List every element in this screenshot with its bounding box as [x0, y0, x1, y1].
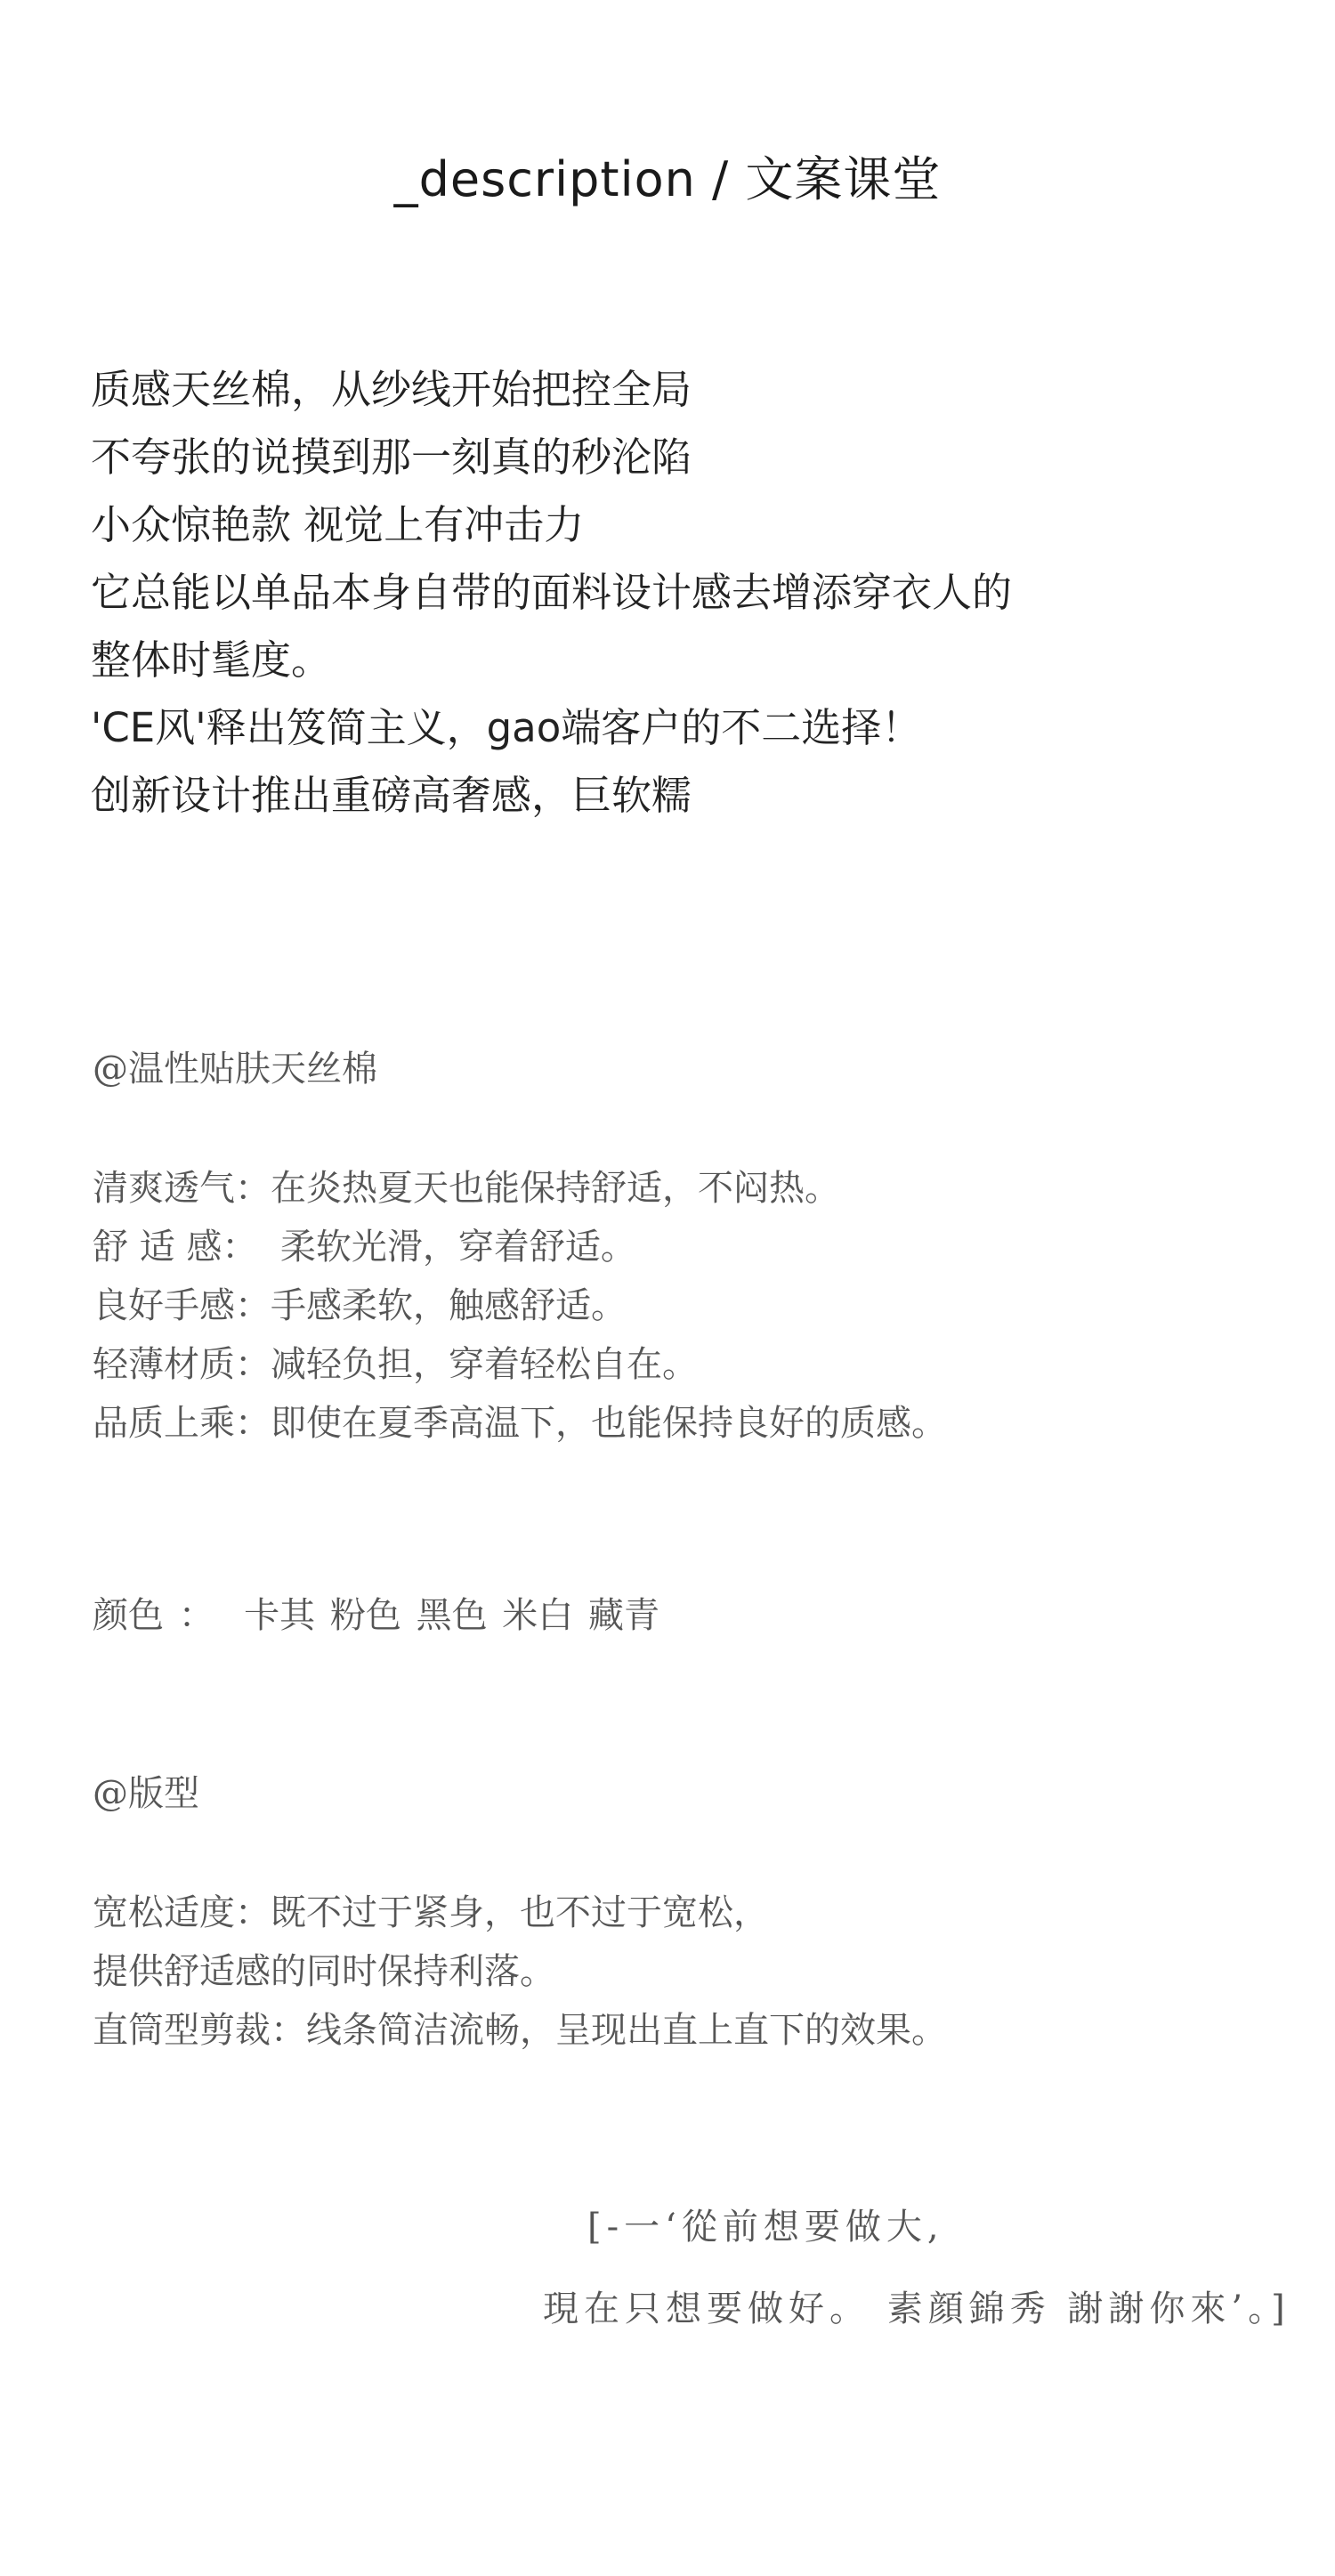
intro-line: 质感天丝棉，从纱线开始把控全局	[91, 366, 692, 413]
page-title-english: _description /	[393, 151, 746, 207]
intro-line: 小众惊艳款 视觉上有冲击力	[91, 501, 585, 548]
fit-line: 直筒型剪裁：线条简洁流畅，呈现出直上直下的效果。	[93, 2010, 947, 2051]
intro-line: 'CE风'释出笈简主义，gao端客户的不二选择！	[91, 704, 922, 751]
feature-item: 轻薄材质：减轻负担，穿着轻松自在。	[93, 1344, 698, 1385]
intro-line: 它总能以单品本身自带的面料设计感去增添穿衣人的	[91, 569, 1013, 616]
closing-quote-line-2: 現在只想要做好。 素顔錦秀 謝謝你來’。]	[543, 2288, 1290, 2329]
closing-quote-line-1: [-一‘從前想要做大,	[587, 2207, 944, 2248]
fabric-heading: @温性贴肤天丝棉	[93, 1049, 377, 1090]
feature-item: 舒 适 感： 柔软光滑，穿着舒适。	[93, 1227, 636, 1268]
intro-line: 不夸张的说摸到那一刻真的秒沦陷	[91, 433, 692, 481]
intro-line: 整体时髦度。	[91, 636, 332, 684]
fit-line: 提供舒适感的同时保持利落。	[93, 1951, 555, 1992]
fit-heading: @版型	[93, 1773, 199, 1814]
fit-description	[93, 1883, 1250, 2060]
fit-line: 宽松适度：既不过于紧身，也不过于宽松，	[93, 1892, 769, 1933]
page-title-chinese: 文案课堂	[745, 151, 942, 207]
intro-line: 创新设计推出重磅高奢感，巨软糯	[91, 772, 692, 819]
intro-copy	[91, 356, 1248, 830]
feature-item: 良好手感：手感柔软，触感舒适。	[93, 1285, 627, 1326]
feature-item: 品质上乘：即使在夏季高温下，也能保持良好的质感。	[93, 1403, 947, 1444]
page-title	[0, 144, 1335, 215]
feature-item: 清爽透气：在炎热夏天也能保持舒适，不闷热。	[93, 1168, 840, 1209]
color-options: 颜色 ： 卡其 粉色 黑色 米白 藏青	[93, 1595, 660, 1636]
fabric-feature-list	[93, 1159, 1250, 1453]
